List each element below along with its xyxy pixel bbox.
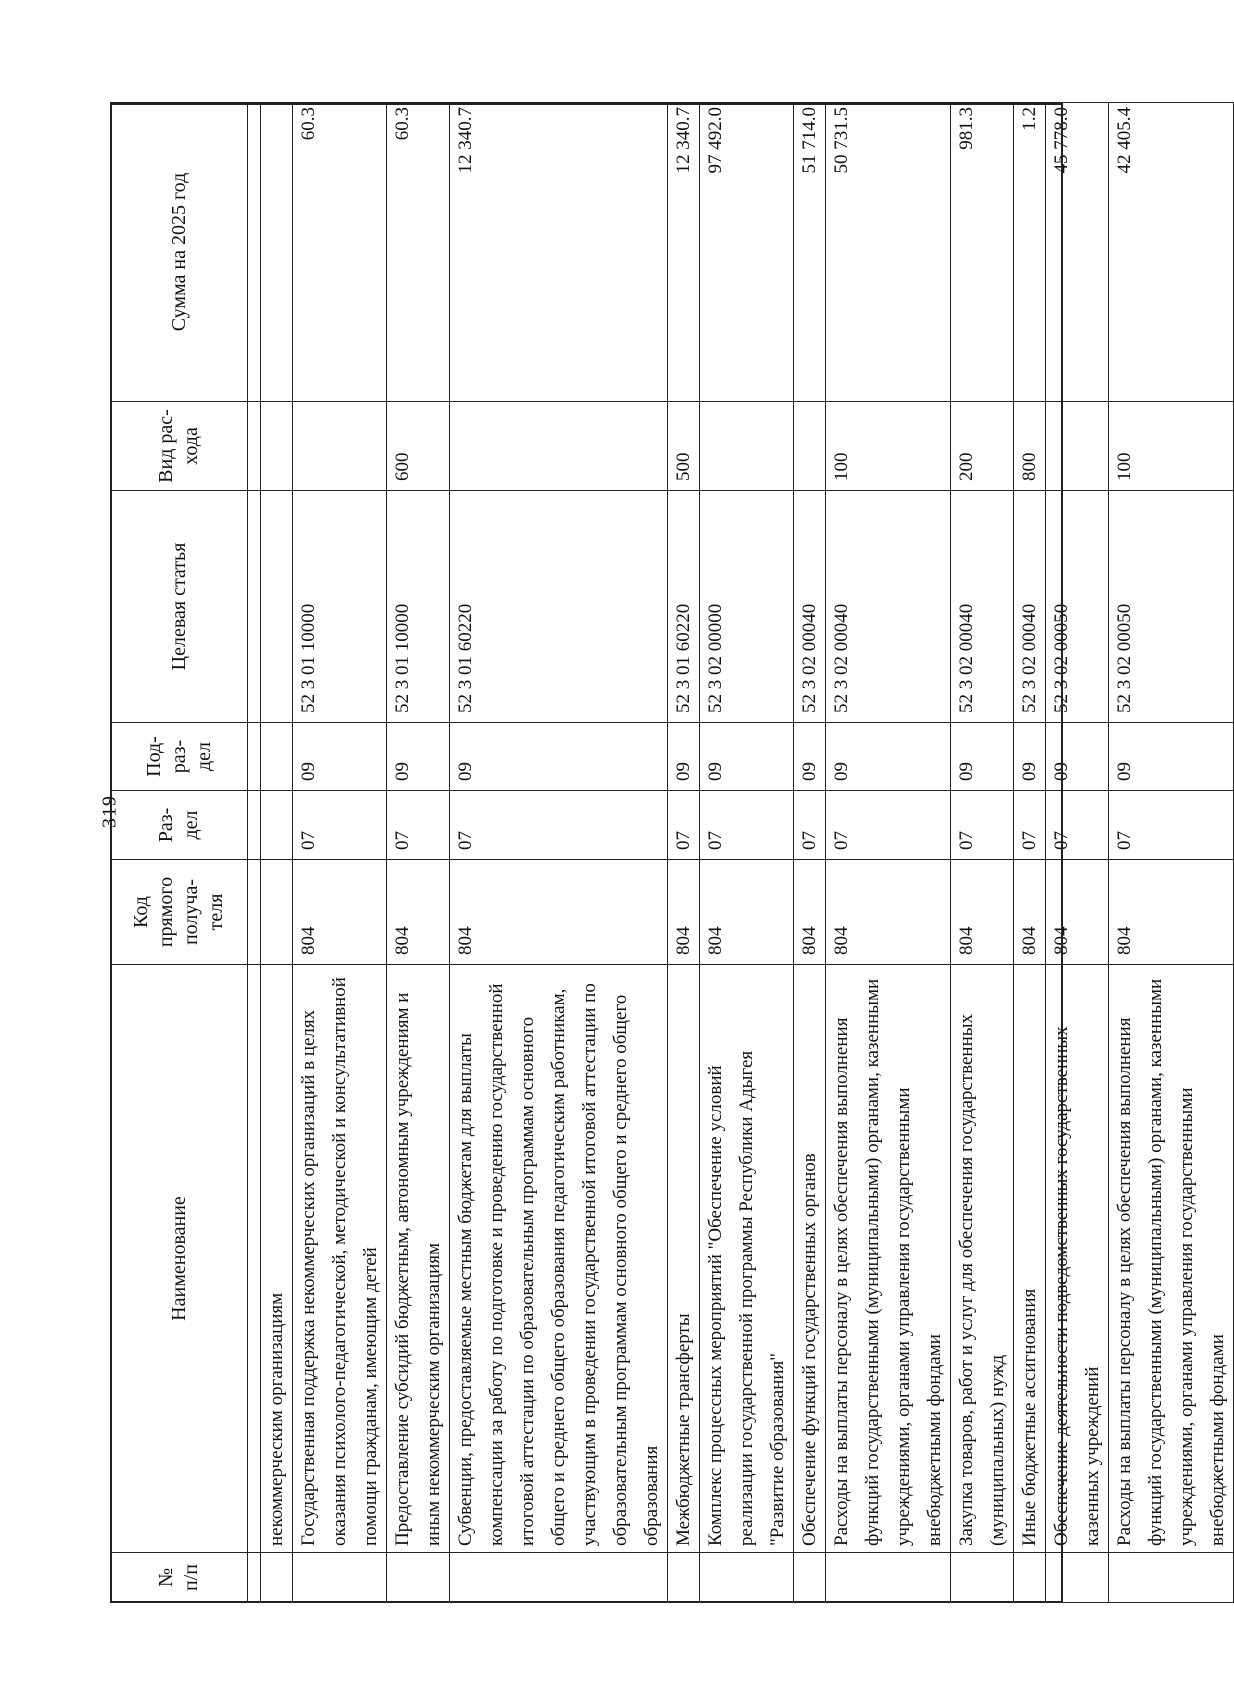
cell-podrazdel: 09	[1014, 723, 1046, 791]
cell-kod	[261, 860, 293, 965]
cell-num	[794, 1553, 826, 1603]
cell-celevaya	[261, 491, 293, 723]
cell-razdel: 07	[668, 791, 700, 860]
cell-razdel	[261, 791, 293, 860]
table-row	[951, 103, 1014, 1603]
cell-name: Обеспечение функций государственных органов	[794, 965, 826, 1553]
cell-num	[387, 1553, 450, 1603]
header-celevaya: Целевая статья	[111, 491, 248, 723]
table-row	[700, 103, 794, 1603]
cell-podrazdel	[261, 723, 293, 791]
page-number: - 319 -	[98, 781, 121, 842]
header-num: № п/п	[111, 1553, 248, 1603]
cell-celevaya: 52 3 02 00040	[1014, 491, 1046, 723]
table-row	[261, 103, 293, 1603]
cell-celevaya: 52 3 02 00040	[826, 491, 951, 723]
cell-razdel: 07	[700, 791, 794, 860]
cell-vid	[293, 402, 387, 491]
cell-podrazdel: 09	[826, 723, 951, 791]
budget-table-wrapper	[110, 103, 1228, 1603]
cell-summa: 1.2	[1014, 103, 1046, 402]
header-vid: Вид рас- хода	[111, 402, 248, 491]
cell-vid: 100	[1109, 402, 1234, 491]
header-podrazdel: Под- раз- дел	[111, 723, 248, 791]
cell-vid: 600	[387, 402, 450, 491]
cell-vid	[1046, 402, 1109, 491]
cell-razdel: 07	[951, 791, 1014, 860]
cell-name: некоммерческим организациям	[261, 965, 293, 1553]
cell-kod: 804	[387, 860, 450, 965]
cell-name: Комплекс процессных мероприятий "Обеспечение условий реализации государственной программы Республики Адыгея "Развитие образования"	[700, 965, 794, 1553]
cell-celevaya: 52 3 02 00040	[794, 491, 826, 723]
cell-podrazdel: 09	[1046, 723, 1109, 791]
cell-name: Предоставление субсидий бюджетным, автономным учреждениям и иным некоммерческим организациям	[387, 965, 450, 1553]
cell-num	[261, 1553, 293, 1603]
cell-num	[1046, 1553, 1109, 1603]
table-row	[387, 103, 450, 1603]
cell-summa: 42 405.4	[1109, 103, 1234, 402]
cell-name: Расходы на выплаты персоналу в целях обеспечения выполнения функций государственными (муниципальными) органами, казенными учреждениями, органами управления государственными внебюджетными фондами	[826, 965, 951, 1553]
table-row	[1046, 103, 1109, 1603]
cell-kod: 804	[1046, 860, 1109, 965]
cell-kod: 804	[668, 860, 700, 965]
cell-name: Обеспечение деятельности подведомственных государственных казенных учреждений	[1046, 965, 1109, 1553]
header-name: Наименование	[111, 965, 248, 1553]
header-summa: Сумма на 2025 год	[111, 103, 248, 402]
cell-podrazdel: 09	[668, 723, 700, 791]
table-row	[794, 103, 826, 1603]
cell-celevaya: 52 3 01 60220	[450, 491, 668, 723]
cell-vid	[700, 402, 794, 491]
cell-summa: 50 731.5	[826, 103, 951, 402]
cell-celevaya: 52 3 01 10000	[387, 491, 450, 723]
cell-summa	[261, 103, 293, 402]
cell-podrazdel: 09	[700, 723, 794, 791]
cell-razdel: 07	[387, 791, 450, 860]
cell-num	[826, 1553, 951, 1603]
table-row	[826, 103, 951, 1603]
cell-kod: 804	[1014, 860, 1046, 965]
cell-summa: 12 340.7	[450, 103, 668, 402]
cell-podrazdel: 09	[293, 723, 387, 791]
cell-vid	[261, 402, 293, 491]
cell-name: Межбюджетные трансферты	[668, 965, 700, 1553]
table-header-row	[111, 103, 248, 1603]
cell-podrazdel: 09	[951, 723, 1014, 791]
cell-num	[293, 1553, 387, 1603]
cell-kod: 804	[826, 860, 951, 965]
cell-vid: 500	[668, 402, 700, 491]
cell-kod: 804	[450, 860, 668, 965]
cell-num	[1109, 1553, 1234, 1603]
cell-razdel: 07	[794, 791, 826, 860]
cell-kod: 804	[1109, 860, 1234, 965]
cell-summa: 60.3	[293, 103, 387, 402]
cell-num	[668, 1553, 700, 1603]
cell-summa: 981.3	[951, 103, 1014, 402]
header-razdel: Раз- дел	[111, 791, 248, 860]
cell-kod: 804	[700, 860, 794, 965]
cell-vid: 800	[1014, 402, 1046, 491]
cell-summa: 51 714.0	[794, 103, 826, 402]
table-row	[668, 103, 700, 1603]
cell-name: Закупка товаров, работ и услуг для обеспечения государственных (муниципальных) нужд	[951, 965, 1014, 1553]
cell-celevaya: 52 3 02 00050	[1109, 491, 1234, 723]
cell-name: Иные бюджетные ассигнования	[1014, 965, 1046, 1553]
cell-kod: 804	[794, 860, 826, 965]
cell-podrazdel: 09	[450, 723, 668, 791]
table-row	[1109, 103, 1234, 1603]
header-kod: Код прямого получа- теля	[111, 860, 248, 965]
cell-num	[450, 1553, 668, 1603]
cell-celevaya: 52 3 02 00050	[1046, 491, 1109, 723]
cell-name: Расходы на выплаты персоналу в целях обеспечения выполнения функций государственными (муниципальными) органами, казенными учреждениями, органами управления государственными внебюджетными фондами	[1109, 965, 1234, 1553]
cell-celevaya: 52 3 02 00040	[951, 491, 1014, 723]
cell-celevaya: 52 3 01 60220	[668, 491, 700, 723]
cell-podrazdel: 09	[794, 723, 826, 791]
cell-num	[1014, 1553, 1046, 1603]
cell-vid: 200	[951, 402, 1014, 491]
cell-razdel: 07	[450, 791, 668, 860]
cell-vid: 100	[826, 402, 951, 491]
cell-celevaya: 52 3 01 10000	[293, 491, 387, 723]
cell-kod: 804	[293, 860, 387, 965]
cell-summa: 45 778.0	[1046, 103, 1109, 402]
cell-razdel: 07	[1014, 791, 1046, 860]
cell-summa: 12 340.7	[668, 103, 700, 402]
cell-name: Государственная поддержка некоммерческих организаций в целях оказания психолого-педагогической, методической и консультативной помощи гражданам, имеющим детей	[293, 965, 387, 1553]
cell-celevaya: 52 3 02 00000	[700, 491, 794, 723]
cell-razdel: 07	[1046, 791, 1109, 860]
cell-podrazdel: 09	[387, 723, 450, 791]
cell-podrazdel: 09	[1109, 723, 1234, 791]
table-spacer-row	[248, 103, 261, 1603]
cell-summa: 97 492.0	[700, 103, 794, 402]
cell-razdel: 07	[826, 791, 951, 860]
budget-table	[110, 102, 1234, 1603]
cell-name: Субвенции, предоставляемые местным бюджетам для выплаты компенсации за работу по подготовке и проведению государственной итоговой аттестации по образовательным программам основного общего и среднего общего образования педагогическим работникам, участвующим в проведении государственной итоговой аттестации по образовательным программам основного общего и среднего общего образования	[450, 965, 668, 1553]
cell-num	[951, 1553, 1014, 1603]
cell-kod: 804	[951, 860, 1014, 965]
cell-num	[700, 1553, 794, 1603]
table-row	[450, 103, 668, 1603]
cell-summa: 60.3	[387, 103, 450, 402]
table-row	[293, 103, 387, 1603]
cell-vid	[794, 402, 826, 491]
cell-vid	[450, 402, 668, 491]
table-row	[1014, 103, 1046, 1603]
cell-razdel: 07	[1109, 791, 1234, 860]
cell-razdel: 07	[293, 791, 387, 860]
